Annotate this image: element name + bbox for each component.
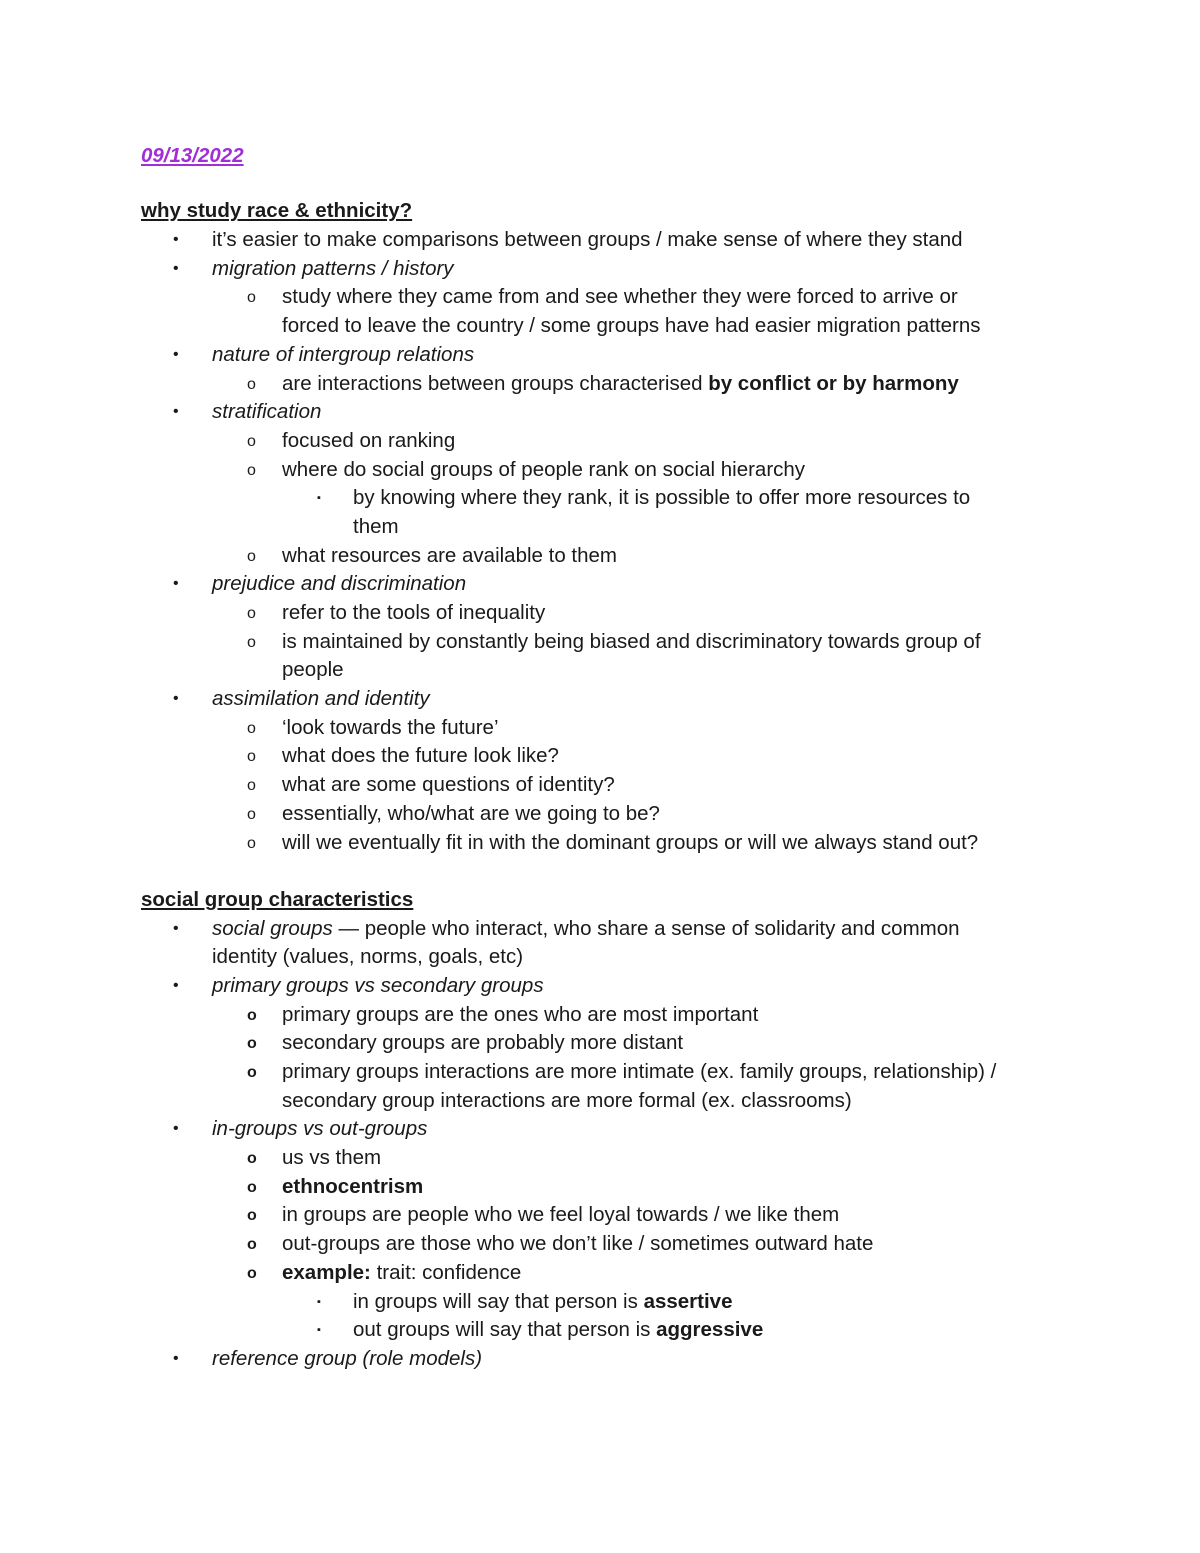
- circle-bullet-icon: o: [247, 719, 256, 737]
- list-item: [141, 570, 1101, 599]
- note-date: 09/13/2022: [141, 144, 244, 167]
- list-item: [141, 742, 1101, 771]
- list-item: [141, 456, 1101, 485]
- list-item: [141, 800, 1101, 829]
- square-bullet-icon: ▪: [317, 1295, 321, 1308]
- bullet-icon: •: [173, 403, 179, 421]
- list-item: [141, 771, 1101, 800]
- circle-bullet-icon: o: [247, 432, 256, 450]
- list-item: [141, 1201, 1101, 1230]
- list-item: [141, 628, 1101, 657]
- item-text: reference group (role models): [212, 1346, 483, 1370]
- item-text: study where they came from and see whether they were forced to arrive or: [282, 285, 958, 309]
- list-item: [141, 1259, 1101, 1288]
- item-text: in-groups vs out-groups: [212, 1117, 428, 1141]
- list-item: [141, 427, 1101, 456]
- list-item: [141, 542, 1101, 571]
- item-text: out groups will say that person is: [353, 1318, 657, 1342]
- item-text: focused on ranking: [282, 428, 456, 452]
- list-item: [141, 972, 1101, 1001]
- list-item-continuation: [141, 513, 1101, 542]
- item-text: what does the future look like?: [282, 744, 559, 768]
- list-item: [141, 226, 1101, 255]
- item-text: primary groups vs secondary groups: [212, 973, 544, 997]
- circle-bullet-icon: o: [247, 1150, 257, 1168]
- list-item: [141, 1001, 1101, 1030]
- item-text: secondary groups are probably more distant: [282, 1031, 684, 1055]
- list-item: [141, 283, 1101, 312]
- circle-bullet-icon: o: [247, 1236, 257, 1254]
- circle-bullet-icon: o: [247, 1064, 257, 1082]
- item-text: — people who interact, who share a sense of solidarity and common: [332, 916, 960, 940]
- item-text: what are some questions of identity?: [282, 773, 615, 797]
- item-text: are interactions between groups characterised: [282, 371, 709, 395]
- list-item: [141, 1029, 1101, 1058]
- item-text: people: [282, 658, 344, 682]
- circle-bullet-icon: o: [247, 777, 256, 795]
- item-text: them: [353, 514, 399, 538]
- bullet-icon: •: [173, 345, 179, 363]
- circle-bullet-icon: o: [247, 289, 256, 307]
- item-text: is maintained by constantly being biased and discriminatory towards group of: [282, 629, 981, 653]
- list-item-continuation: [141, 1087, 1101, 1116]
- list-item-continuation: [141, 656, 1101, 685]
- item-text: trait: confidence: [370, 1260, 522, 1284]
- circle-bullet-icon: o: [247, 461, 256, 479]
- item-text: forced to leave the country / some groups have had easier migration patterns: [282, 314, 981, 338]
- notes-body: [141, 140, 1101, 1374]
- item-text: primary groups interactions are more intimate (ex. family groups, relationship) /: [282, 1060, 997, 1084]
- list-item: [141, 1173, 1101, 1202]
- list-item: [141, 370, 1101, 399]
- bullet-icon: •: [173, 919, 179, 937]
- item-text: it’s easier to make comparisons between groups / make sense of where they stand: [212, 228, 963, 252]
- circle-bullet-icon: o: [247, 547, 256, 565]
- item-text: primary groups are the ones who are most important: [282, 1002, 759, 1026]
- list-item: [141, 341, 1101, 370]
- list-item: [141, 1230, 1101, 1259]
- bullet-icon: •: [173, 575, 179, 593]
- item-text: assimilation and identity: [212, 687, 430, 711]
- item-text: nature of intergroup relations: [212, 342, 475, 366]
- list-item: [141, 685, 1101, 714]
- list-item: [141, 255, 1101, 284]
- item-text: will we eventually fit in with the dominant groups or will we always stand out?: [282, 830, 979, 854]
- square-bullet-icon: ▪: [317, 1324, 321, 1337]
- circle-bullet-icon: o: [247, 1207, 257, 1225]
- circle-bullet-icon: o: [247, 605, 256, 623]
- bullet-icon: •: [173, 1120, 179, 1138]
- item-text: by knowing where they rank, it is possible to offer more resources to: [353, 486, 971, 510]
- item-text: identity (values, norms, goals, etc): [212, 945, 524, 969]
- list-item: [141, 484, 1101, 513]
- bullet-icon: •: [173, 690, 179, 708]
- item-text: in groups will say that person is: [353, 1289, 644, 1313]
- circle-bullet-icon: o: [247, 834, 256, 852]
- item-text: us vs them: [282, 1146, 382, 1170]
- circle-bullet-icon: o: [247, 633, 256, 651]
- item-text: in groups are people who we feel loyal towards / we like them: [282, 1203, 840, 1227]
- item-text: example:: [282, 1260, 371, 1284]
- list-item-continuation: [141, 312, 1101, 341]
- section-heading: social group characteristics: [141, 887, 414, 911]
- circle-bullet-icon: o: [247, 1264, 257, 1282]
- list-item: [141, 714, 1101, 743]
- list-item: [141, 1144, 1101, 1173]
- list-item: [141, 915, 1101, 944]
- item-text: where do social groups of people rank on social hierarchy: [282, 457, 806, 481]
- circle-bullet-icon: o: [247, 1178, 257, 1196]
- item-text: by conflict or by harmony: [708, 371, 959, 395]
- list-item: [141, 1288, 1101, 1317]
- item-text: refer to the tools of inequality: [282, 601, 546, 625]
- item-text: prejudice and discrimination: [212, 572, 467, 596]
- section-spacer: [141, 857, 1101, 886]
- bullet-icon: •: [173, 1349, 179, 1367]
- circle-bullet-icon: o: [247, 748, 256, 766]
- item-text: ‘look towards the future’: [282, 715, 499, 739]
- item-text: secondary group interactions are more formal (ex. classrooms): [282, 1088, 852, 1112]
- circle-bullet-icon: o: [247, 1006, 257, 1024]
- item-text: stratification: [212, 400, 322, 424]
- item-text: ethnocentrism: [282, 1174, 424, 1198]
- item-text: migration patterns / history: [212, 256, 454, 280]
- item-text: what resources are available to them: [282, 543, 618, 567]
- square-bullet-icon: ▪: [317, 492, 321, 505]
- list-item: [141, 1316, 1101, 1345]
- list-item: [141, 1345, 1101, 1374]
- list-item: [141, 829, 1101, 858]
- list-item: [141, 1115, 1101, 1144]
- item-text: essentially, who/what are we going to be?: [282, 801, 660, 825]
- item-text: aggressive: [656, 1318, 764, 1342]
- list-item-continuation: [141, 943, 1101, 972]
- list-item: [141, 599, 1101, 628]
- list-item: [141, 1058, 1101, 1087]
- list-item: [141, 398, 1101, 427]
- section-heading: why study race & ethnicity?: [141, 199, 413, 223]
- item-text: social groups: [212, 916, 333, 940]
- circle-bullet-icon: o: [247, 1035, 257, 1053]
- bullet-icon: •: [173, 231, 179, 249]
- bullet-icon: •: [173, 976, 179, 994]
- item-text: out-groups are those who we don’t like / sometimes outward hate: [282, 1232, 874, 1256]
- circle-bullet-icon: o: [247, 805, 256, 823]
- bullet-icon: •: [173, 259, 179, 277]
- circle-bullet-icon: o: [247, 375, 256, 393]
- item-text: assertive: [643, 1289, 733, 1313]
